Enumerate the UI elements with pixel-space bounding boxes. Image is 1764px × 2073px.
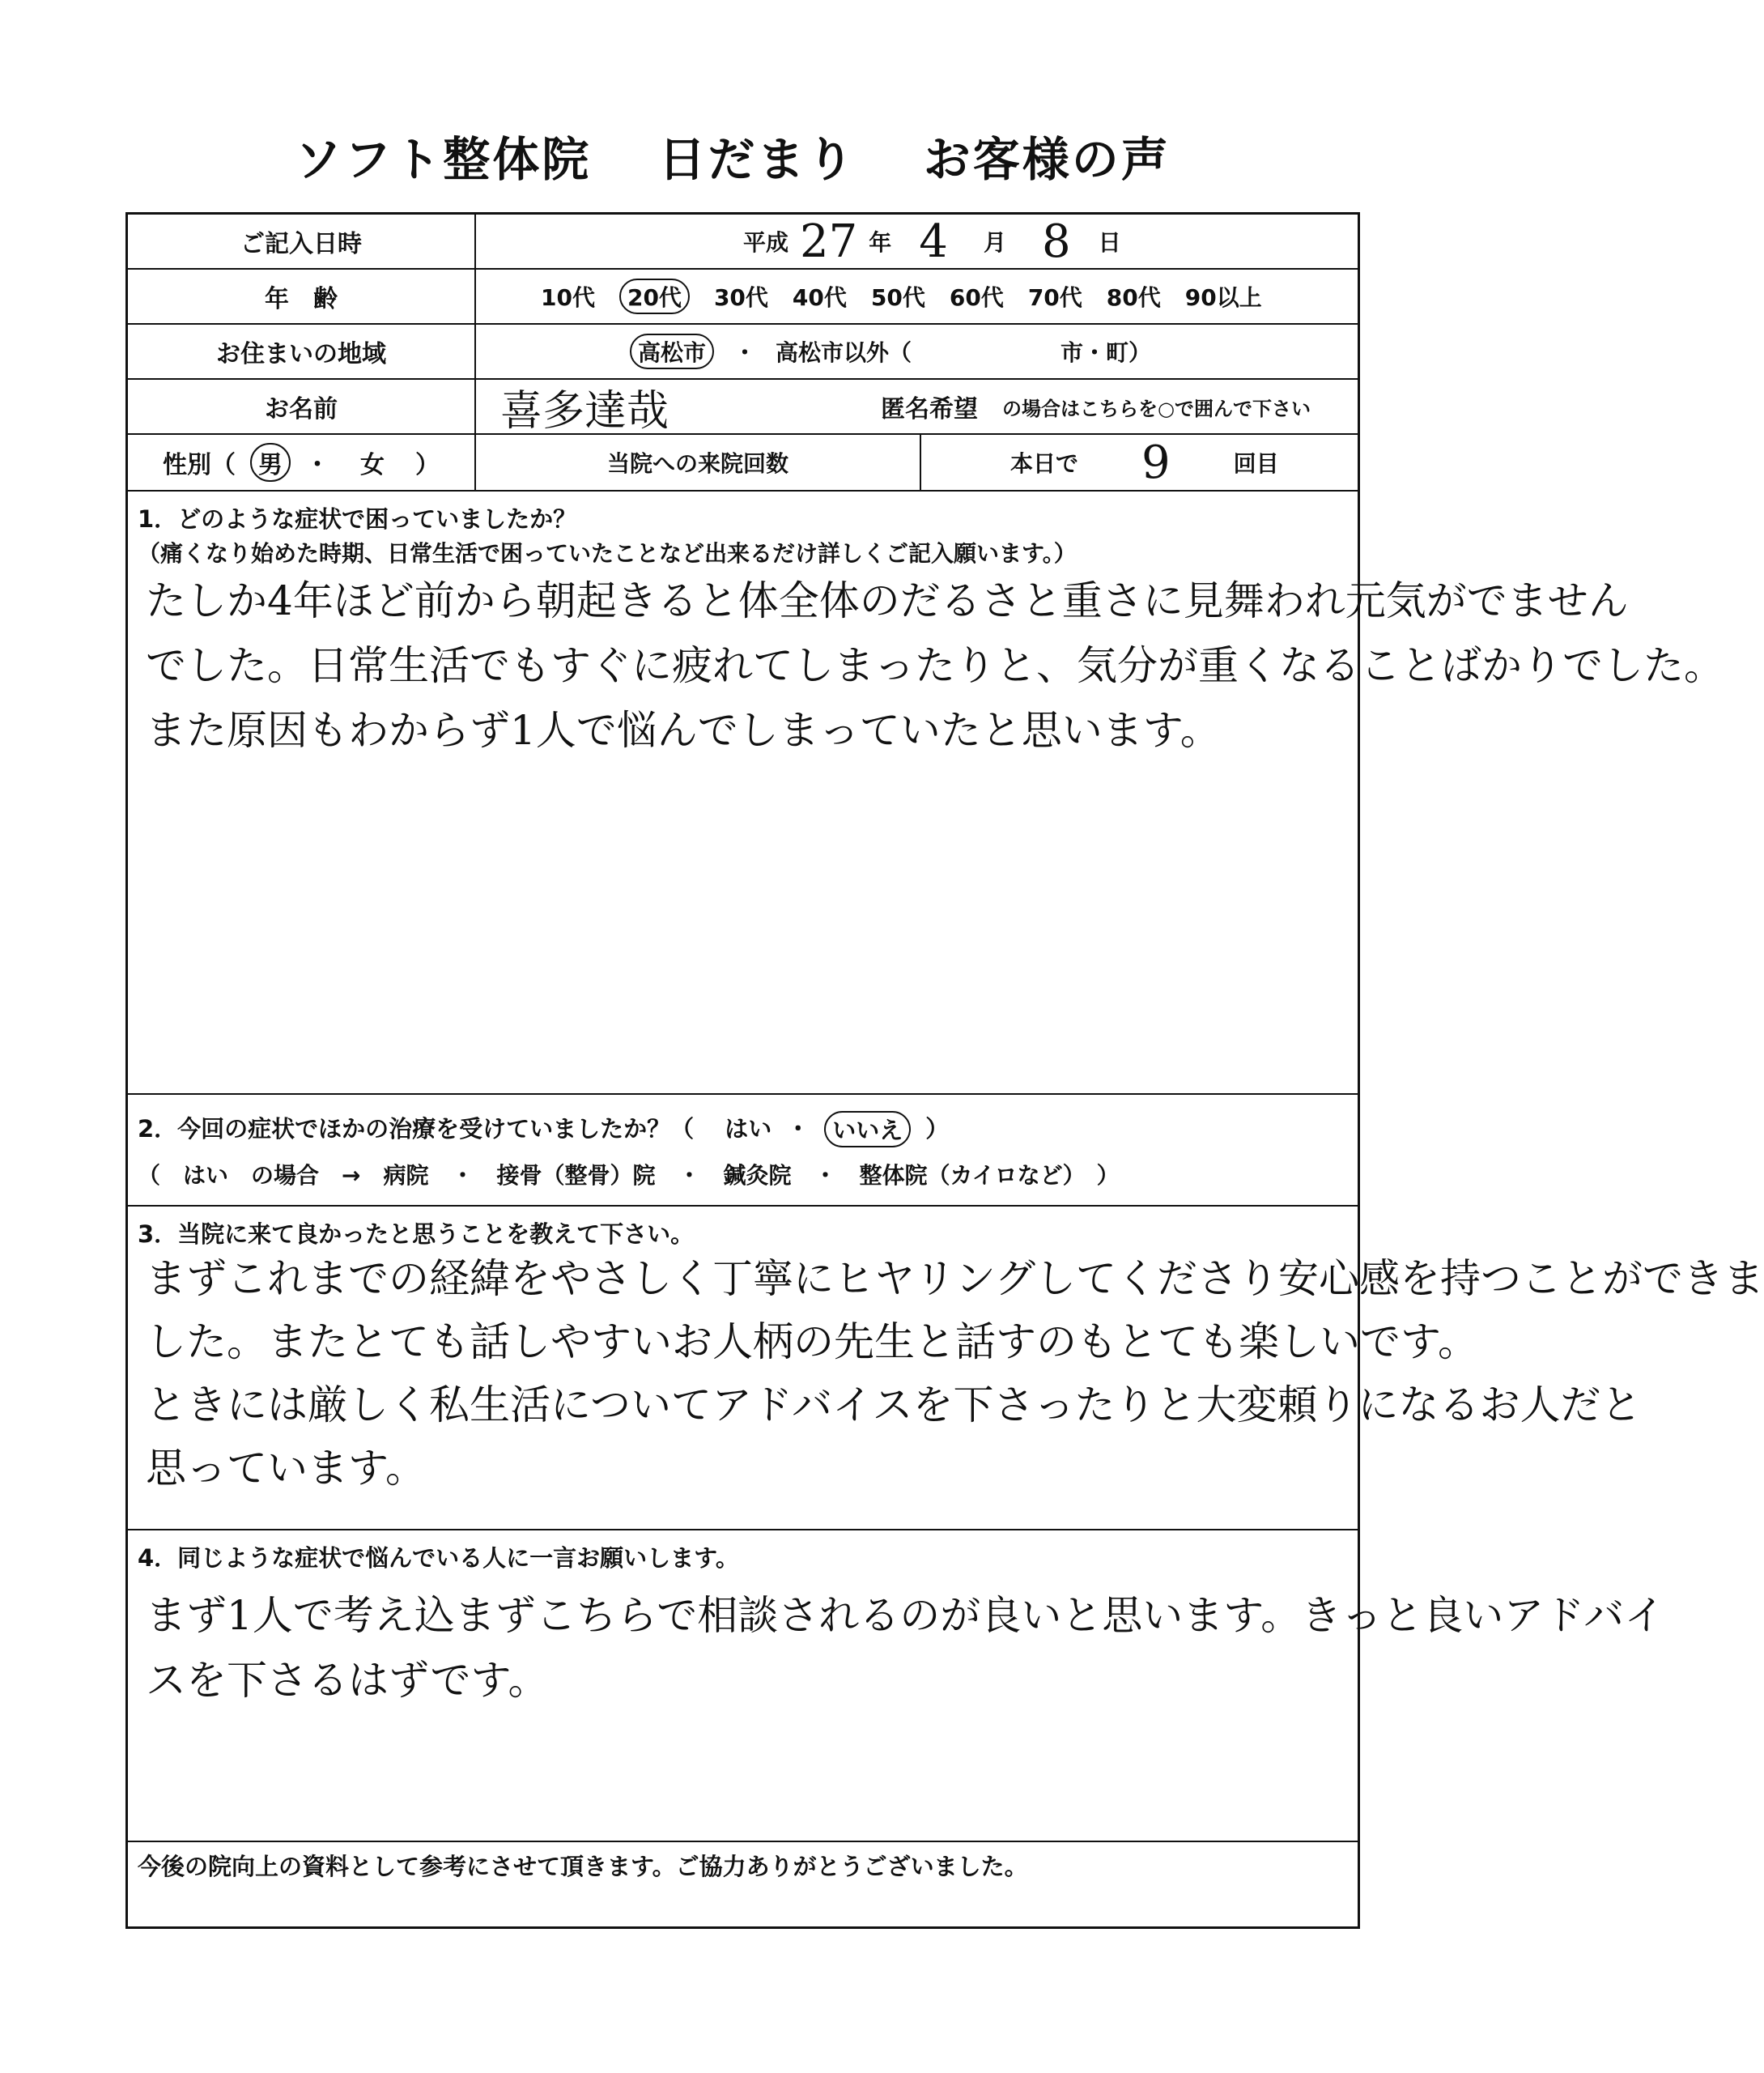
region-selected[interactable]: 高松市 [630,334,714,369]
gender-male-selected[interactable]: 男 [250,443,291,482]
clinic-name: ソフト整体院 [295,132,592,187]
question-2-header [138,1111,949,1147]
answer-line: 思っています。 [146,1445,426,1492]
age-option[interactable]: 50代 [870,284,925,311]
answer-line: スを下さるはずです。 [146,1657,549,1704]
question-1-answer [146,568,1724,763]
title-suffix: お客様の声 [923,132,1171,187]
age-option[interactable]: 80代 [1106,284,1161,311]
gender-separator: ・ [305,451,329,479]
question-1-section [128,492,1724,1095]
date-era: 平成 [743,229,789,256]
question-2-title: 2．今回の症状でほかの治療を受けていましたか？（ [138,1115,695,1143]
answer-line: でした。日常生活でもすぐに疲れてしまったりと、気分が重くなることばかりでした。 [146,642,1724,689]
region-city: 市・町） [1061,339,1152,366]
date-day: 8 [1041,215,1071,268]
question-1-title: 1．どのような症状で困っていましたか？ [138,505,577,533]
answer-line: ときには厳しく私生活についてアドバイスを下さったりと大変頼りになるお人だと [146,1381,1642,1428]
visits-value [921,435,1358,490]
question-3-section [128,1207,1764,1530]
answer-line: した。またとても話しやすいお人柄の先生と話すのもとても楽しいです。 [146,1318,1478,1365]
gender-visits-row [128,435,1358,492]
answer-line: まずこれまでの経緯をやさしく丁寧にヒヤリングしてくださり安心感を持つことができま [146,1255,1764,1302]
gender-label: 性別（ [163,451,236,479]
question-2-detail: （ はい の場合 → 病院 ・ 接骨（整骨）院 ・ 鍼灸院 ・ 整体院（カイロなど） ） [138,1162,1120,1189]
region-other[interactable]: 高松市以外（ [776,339,912,366]
date-month: 4 [919,215,948,268]
clinic-brand: 日だまり [658,132,856,187]
anonymous-label[interactable]: 匿名希望 [881,395,978,424]
question-2-separator: ・ [786,1115,810,1143]
age-option[interactable]: 70代 [1027,284,1082,311]
date-year: 27 [800,215,858,268]
question-2-section [128,1095,1358,1207]
date-row [128,215,1358,270]
question-4-section [128,1530,1665,1842]
region-value [476,325,1358,378]
age-option[interactable]: 60代 [949,284,1004,311]
age-label: 年 齢 [128,270,476,323]
question-3-title: 3．当院に来て良かったと思うことを教えて下さい。 [138,1220,695,1248]
region-row [128,325,1358,380]
age-option[interactable]: 40代 [792,284,847,311]
question-4-answer [146,1583,1665,1713]
name-label: お名前 [128,380,476,433]
region-separator: ・ [733,339,757,366]
date-label: ご記入日時 [128,215,476,268]
answer-line: まず1人で考え込まずこちらで相談されるのが良いと思います。きっと良いアドバイ [146,1592,1665,1639]
page-title [0,121,1465,189]
footer-note: 今後の院向上の資料として参考にさせて頂きます。ご協力ありがとうございました。 [138,1853,1028,1880]
name-row [128,380,1358,435]
visits-label: 当院への来院回数 [476,435,921,490]
age-option[interactable]: 30代 [713,284,768,311]
date-value [476,215,1358,268]
answer-line: また原因もわからず1人で悩んでしまっていたと思います。 [146,707,1221,754]
date-day-unit: 日 [1098,229,1121,256]
name-value-area [476,380,1358,436]
date-year-unit: 年 [869,229,892,256]
question-1-subtitle: （痛くなり始めた時期、日常生活で困っていたことなど出来るだけ詳しくご記入願います。） [138,540,1077,567]
visits-suffix: 回目 [1233,450,1279,477]
age-option[interactable]: 10代 [541,284,595,311]
question-4-title: 4．同じような症状で悩んでいる人に一言お願いします。 [138,1544,739,1572]
gender-female[interactable]: 女 [360,451,385,479]
age-options [476,270,1358,323]
question-3-answer [146,1247,1764,1500]
region-label: お住まいの地域 [128,325,476,378]
answer-line: たしか4年ほど前から朝起きると体全体のだるさと重さに見舞われ元気がでません [146,577,1629,624]
gender-close: ） [415,451,440,479]
visits-count: 9 [1141,436,1171,489]
visits-prefix: 本日で [1010,450,1079,477]
age-row [128,270,1358,325]
age-option[interactable]: 90以上 [1184,284,1262,311]
question-2-close: ） [925,1115,950,1143]
survey-form [125,212,1764,1929]
date-month-unit: 月 [983,229,1006,256]
gender-field [128,435,476,490]
anonymous-note: の場合はこちらを○で囲んで下さい [1002,397,1311,420]
question-2-no-selected[interactable]: いいえ [824,1111,911,1147]
age-option-selected[interactable]: 20代 [619,279,690,314]
question-2-yes[interactable]: はい [725,1115,772,1143]
customer-name: 喜多達哉 [500,386,669,436]
